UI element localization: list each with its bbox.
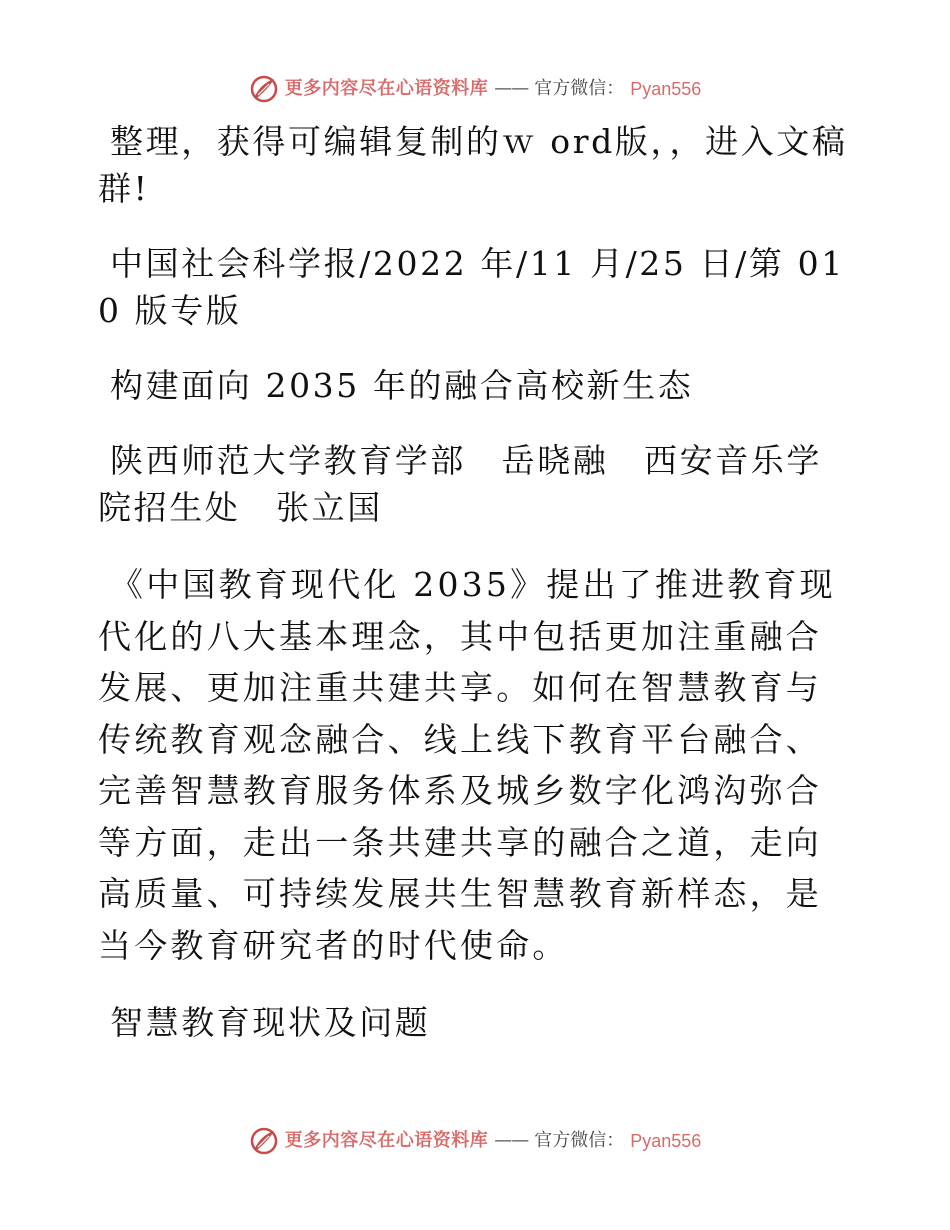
watermark-wechat-id: Pyan556 [630,1131,702,1151]
article-title: 构建面向 2035 年的融合高校新生态 [110,366,694,405]
watermark-wechat-id: Pyan556 [630,79,702,99]
watermark-label: 官方微信： [534,1130,625,1151]
watermark-label: 官方微信： [534,78,625,99]
watermark-separator: —— [494,78,529,99]
red-quill-logo-icon [249,74,279,104]
watermark-text: 更多内容尽在心语资料库 [284,1130,489,1151]
red-quill-logo-icon [249,1126,279,1156]
intro-note: 整理，获得可编辑复制的ｗ ord版，，进入文稿群! [98,122,848,208]
source-line: 中国社会科学报/2022 年/11 月/25 日/第 010 版专版 [98,244,845,330]
footer-watermark [0,1126,950,1156]
body-paragraph: 《中国教育现代化 2035》提出了推进教育现代化的八大基本理念，其中包括更加注重融合发展、更加注重共建共享。如何在智慧教育与传统教育观念融合、线上线下教育平台融合、完善智慧教育服务体系及城乡数字化鸿沟弥合等方面，走出一条共建共享的融合之道，走向高质量、可持续发展共生智慧教育新样态，是当今教育研究者的时代使命。 [98,565,836,965]
author-line: 陕西师范大学教育学部 岳晓融 西安音乐学院招生处 张立国 [98,441,822,527]
header-watermark [0,74,950,104]
watermark-separator: —— [494,1130,529,1151]
section-heading: 智慧教育现状及问题 [110,1003,431,1042]
document-body [98,118,852,1074]
watermark-text: 更多内容尽在心语资料库 [284,78,489,99]
